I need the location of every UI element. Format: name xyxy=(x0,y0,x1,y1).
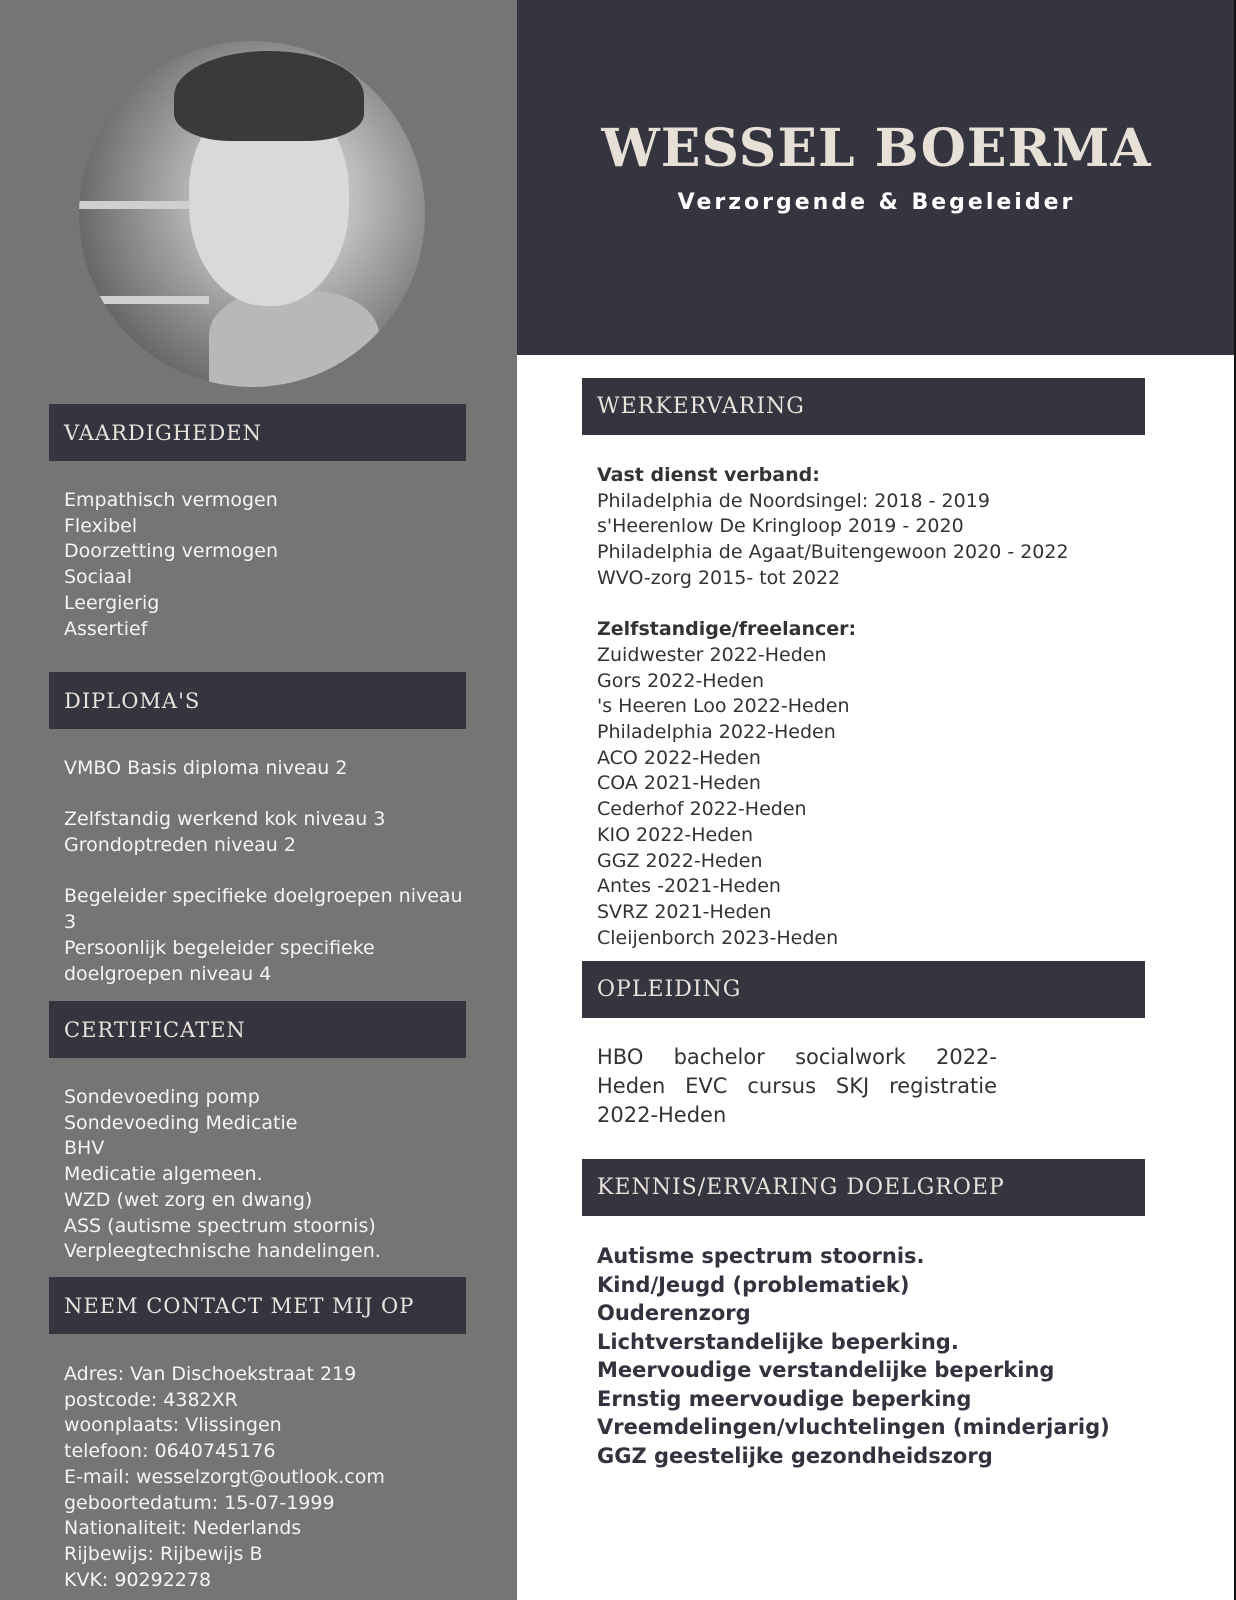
job-item: WVO-zorg 2015- tot 2022 xyxy=(597,566,841,589)
diploma-item: Begeleider specifieke doelgroepen niveau xyxy=(64,885,463,908)
freelance-item: ACO 2022-Heden xyxy=(597,746,761,769)
skill-item: Empathisch vermogen xyxy=(64,489,278,511)
experience-heading: WERKERVARING xyxy=(582,378,1145,435)
freelance-item: Cederhof 2022-Heden xyxy=(597,798,807,821)
diplomas-heading: DIPLOMA'S xyxy=(49,672,466,729)
diploma-item: VMBO Basis diploma niveau 2 xyxy=(64,757,348,779)
target-groups-heading: KENNIS/ERVARING DOELGROEP xyxy=(582,1159,1145,1216)
job-title: Verzorgende & Begeleider xyxy=(677,190,1076,215)
target-group-item: Autisme spectrum stoornis. xyxy=(597,1244,925,1268)
target-group-item: Ernstig meervoudige beperking xyxy=(597,1386,972,1411)
skills-list xyxy=(64,488,278,642)
skill-item: Assertief xyxy=(64,617,148,640)
certificate-item: Sondevoeding Medicatie xyxy=(64,1111,298,1134)
education-heading: OPLEIDING xyxy=(582,961,1145,1018)
target-group-item: Meervoudige verstandelijke beperking xyxy=(597,1358,1055,1382)
freelance-item: Antes -2021-Heden xyxy=(597,875,781,898)
certificate-item: Medicatie algemeen. xyxy=(64,1163,263,1186)
target-group-item: Kind/Jeugd (problematiek) xyxy=(597,1272,910,1297)
diplomas-list xyxy=(64,756,463,987)
freelance-item: Gors 2022-Heden xyxy=(597,669,765,692)
target-group-item: Vreemdelingen/vluchtelingen (minderjarig) xyxy=(597,1415,1110,1439)
freelance-item: Philadelphia 2022-Heden xyxy=(597,721,836,744)
diploma-item: 3 xyxy=(64,911,77,934)
diploma-item: Grondoptreden niveau 2 xyxy=(64,834,296,857)
target-groups-list xyxy=(597,1242,1110,1470)
photo-shelf xyxy=(79,296,209,304)
certificate-item: ASS (autisme spectrum stoornis) xyxy=(64,1214,376,1237)
contact-nationality: Nationaliteit: Nederlands xyxy=(64,1517,302,1540)
contact-heading: NEEM CONTACT MET MIJ OP xyxy=(49,1277,466,1334)
freelance-item: 's Heeren Loo 2022-Heden xyxy=(597,695,850,718)
certificates-heading: CERTIFICATEN xyxy=(49,1001,466,1058)
contact-email[interactable]: E-mail: wesselzorgt@outlook.com xyxy=(64,1465,385,1488)
contact-city: woonplaats: Vlissingen xyxy=(64,1414,282,1437)
certificate-item: BHV xyxy=(64,1137,105,1160)
skills-heading: VAARDIGHEDEN xyxy=(49,404,466,461)
permanent-label: Vast dienst verband: xyxy=(597,464,820,486)
skill-item: Doorzetting vermogen xyxy=(64,540,279,563)
skill-item: Sociaal xyxy=(64,566,132,589)
job-item: Philadelphia de Agaat/Buitengewoon 2020 - 2022 xyxy=(597,541,1069,564)
freelance-item: GGZ 2022-Heden xyxy=(597,849,763,872)
target-group-item: Ouderenzorg xyxy=(597,1301,751,1325)
contact-kvk: KVK: 90292278 xyxy=(64,1568,212,1591)
certificate-item: Sondevoeding pomp xyxy=(64,1086,260,1108)
contact-list xyxy=(64,1362,385,1593)
photo-shelf xyxy=(79,201,199,209)
diploma-item: doelgroepen niveau 4 xyxy=(64,962,272,985)
freelance-item: COA 2021-Heden xyxy=(597,772,761,795)
diploma-item: Zelfstandig werkend kok niveau 3 xyxy=(64,808,386,831)
skill-item: Flexibel xyxy=(64,514,138,537)
freelance-item: KIO 2022-Heden xyxy=(597,823,754,846)
job-item: Philadelphia de Noordsingel: 2018 - 2019 xyxy=(597,489,990,512)
contact-birthdate: geboortedatum: 15-07-1999 xyxy=(64,1491,335,1514)
certificate-item: Verpleegtechnische handelingen. xyxy=(64,1240,381,1263)
profile-photo xyxy=(79,41,425,387)
contact-license: Rijbewijs: Rijbewijs B xyxy=(64,1542,263,1565)
experience-list xyxy=(597,463,1069,951)
skill-item: Leergierig xyxy=(64,591,160,614)
contact-postcode: postcode: 4382XR xyxy=(64,1388,238,1411)
freelance-item: Cleijenborch 2023-Heden xyxy=(597,926,839,949)
certificates-list xyxy=(64,1085,381,1265)
freelance-label: Zelfstandige/freelancer: xyxy=(597,618,857,641)
diploma-item: Persoonlijk begeleider specifieke xyxy=(64,936,375,959)
freelance-item: SVRZ 2021-Heden xyxy=(597,900,772,923)
person-name: WESSEL BOERMA xyxy=(601,118,1152,179)
contact-address: Adres: Van Dischoekstraat 219 xyxy=(64,1363,357,1385)
target-group-item: Lichtverstandelijke beperking. xyxy=(597,1329,959,1354)
job-item: s'Heerenlow De Kringloop 2019 - 2020 xyxy=(597,515,964,538)
education-text: HBO bachelor socialwork 2022-Heden EVC cursus SKJ registratie 2022-Heden xyxy=(597,1045,997,1127)
target-group-item: GGZ geestelijke gezondheidszorg xyxy=(597,1443,993,1468)
photo-shoulders xyxy=(209,291,379,387)
photo-hair xyxy=(174,51,364,141)
contact-phone[interactable]: telefoon: 0640745176 xyxy=(64,1440,276,1463)
freelance-item: Zuidwester 2022-Heden xyxy=(597,643,827,666)
certificate-item: WZD (wet zorg en dwang) xyxy=(64,1188,313,1211)
